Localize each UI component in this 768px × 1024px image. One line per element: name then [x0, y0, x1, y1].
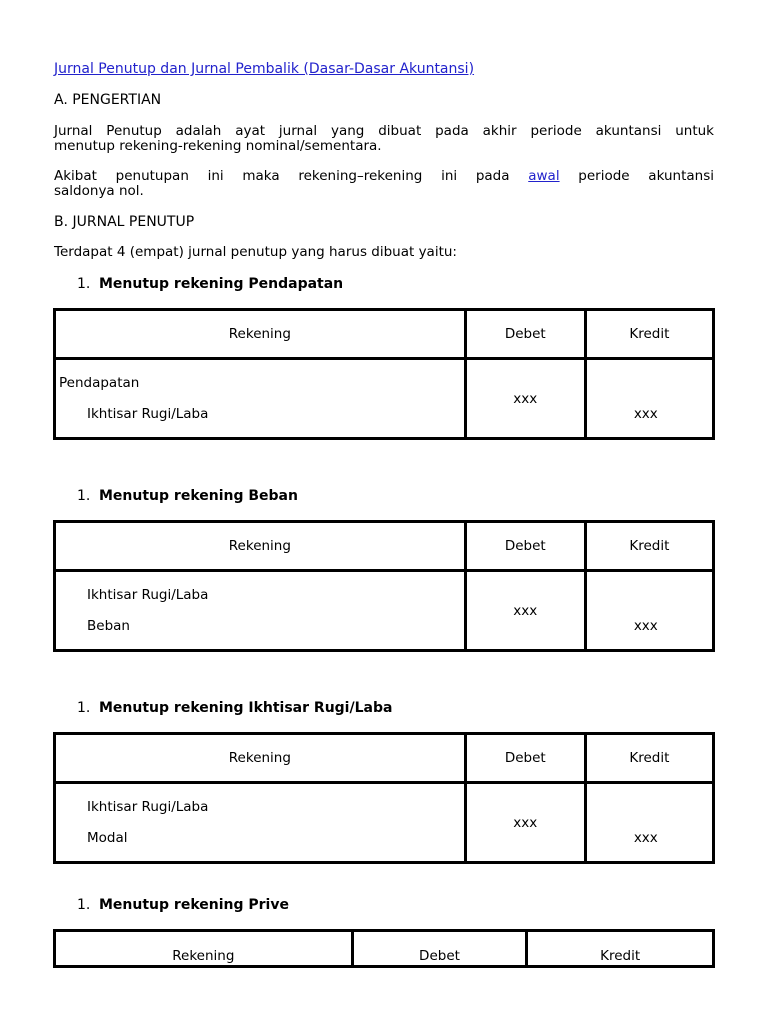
header-debit: Debet	[352, 931, 527, 967]
section-b-heading: B. JURNAL PENUTUP	[54, 214, 195, 230]
section-a-heading: A. PENGERTIAN	[54, 92, 162, 108]
list-label: Menutup rekening Ikhtisar Rugi/Laba	[99, 700, 393, 716]
paragraph-effect	[54, 169, 714, 199]
credit-cell	[585, 359, 713, 439]
credit-value: xxx	[633, 830, 658, 846]
credit-value: xxx	[633, 618, 658, 634]
paragraph-line	[54, 169, 714, 184]
list-number: 1.	[77, 897, 91, 913]
credit-account: Beban	[87, 618, 130, 634]
header-credit: Kredit	[585, 522, 713, 571]
journal-table-beban	[53, 520, 715, 652]
debit-account: Pendapatan	[59, 375, 140, 391]
paragraph-line: menutup rekening-rekening nominal/sementara.	[54, 138, 382, 154]
header-account: Rekening	[55, 734, 466, 783]
paragraph-text: periode akuntansi	[559, 168, 714, 184]
paragraph-text: Akibat penutupan ini maka rekening–rekening ini pada	[54, 168, 529, 184]
header-account: Rekening	[55, 931, 353, 967]
account-cell	[55, 571, 466, 651]
list-number: 1.	[77, 488, 91, 504]
journal-table-pendapatan	[53, 308, 715, 440]
header-credit: Kredit	[585, 310, 713, 359]
journal-table-ikhtisar	[53, 732, 715, 864]
debit-cell: xxx	[465, 571, 585, 651]
credit-account: Ikhtisar Rugi/Laba	[87, 406, 209, 422]
debit-account: Ikhtisar Rugi/Laba	[87, 799, 209, 815]
credit-account: Modal	[87, 830, 128, 846]
header-credit: Kredit	[527, 931, 714, 967]
list-label: Menutup rekening Prive	[99, 897, 289, 913]
list-number: 1.	[77, 700, 91, 716]
awal-link[interactable]: awal	[528, 168, 560, 184]
list-item-3	[77, 700, 392, 716]
paragraph-definition	[54, 124, 714, 154]
list-number: 1.	[77, 276, 91, 292]
document-title-link[interactable]: Jurnal Penutup dan Jurnal Pembalik (Dasar-Dasar Akuntansi)	[54, 61, 475, 77]
paragraph-line: Jurnal Penutup adalah ayat jurnal yang dibuat pada akhir periode akuntansi untuk	[54, 123, 714, 139]
debit-account: Ikhtisar Rugi/Laba	[87, 587, 209, 603]
account-cell	[55, 783, 466, 863]
credit-cell	[585, 571, 713, 651]
journal-table-prive	[53, 929, 715, 968]
account-cell	[55, 359, 466, 439]
paragraph-line: saldonya nol.	[54, 183, 144, 199]
header-account: Rekening	[55, 310, 466, 359]
header-debit: Debet	[465, 310, 585, 359]
header-debit: Debet	[465, 522, 585, 571]
header-credit: Kredit	[585, 734, 713, 783]
list-item-2	[77, 488, 298, 504]
list-label: Menutup rekening Beban	[99, 488, 298, 504]
credit-cell	[585, 783, 713, 863]
debit-cell: xxx	[465, 359, 585, 439]
list-item-1	[77, 276, 343, 292]
header-account: Rekening	[55, 522, 466, 571]
list-label: Menutup rekening Pendapatan	[99, 276, 344, 292]
header-debit: Debet	[465, 734, 585, 783]
debit-cell: xxx	[465, 783, 585, 863]
list-item-4	[77, 897, 289, 913]
paragraph-intro: Terdapat 4 (empat) jurnal penutup yang harus dibuat yaitu:	[54, 244, 457, 260]
credit-value: xxx	[633, 406, 658, 422]
